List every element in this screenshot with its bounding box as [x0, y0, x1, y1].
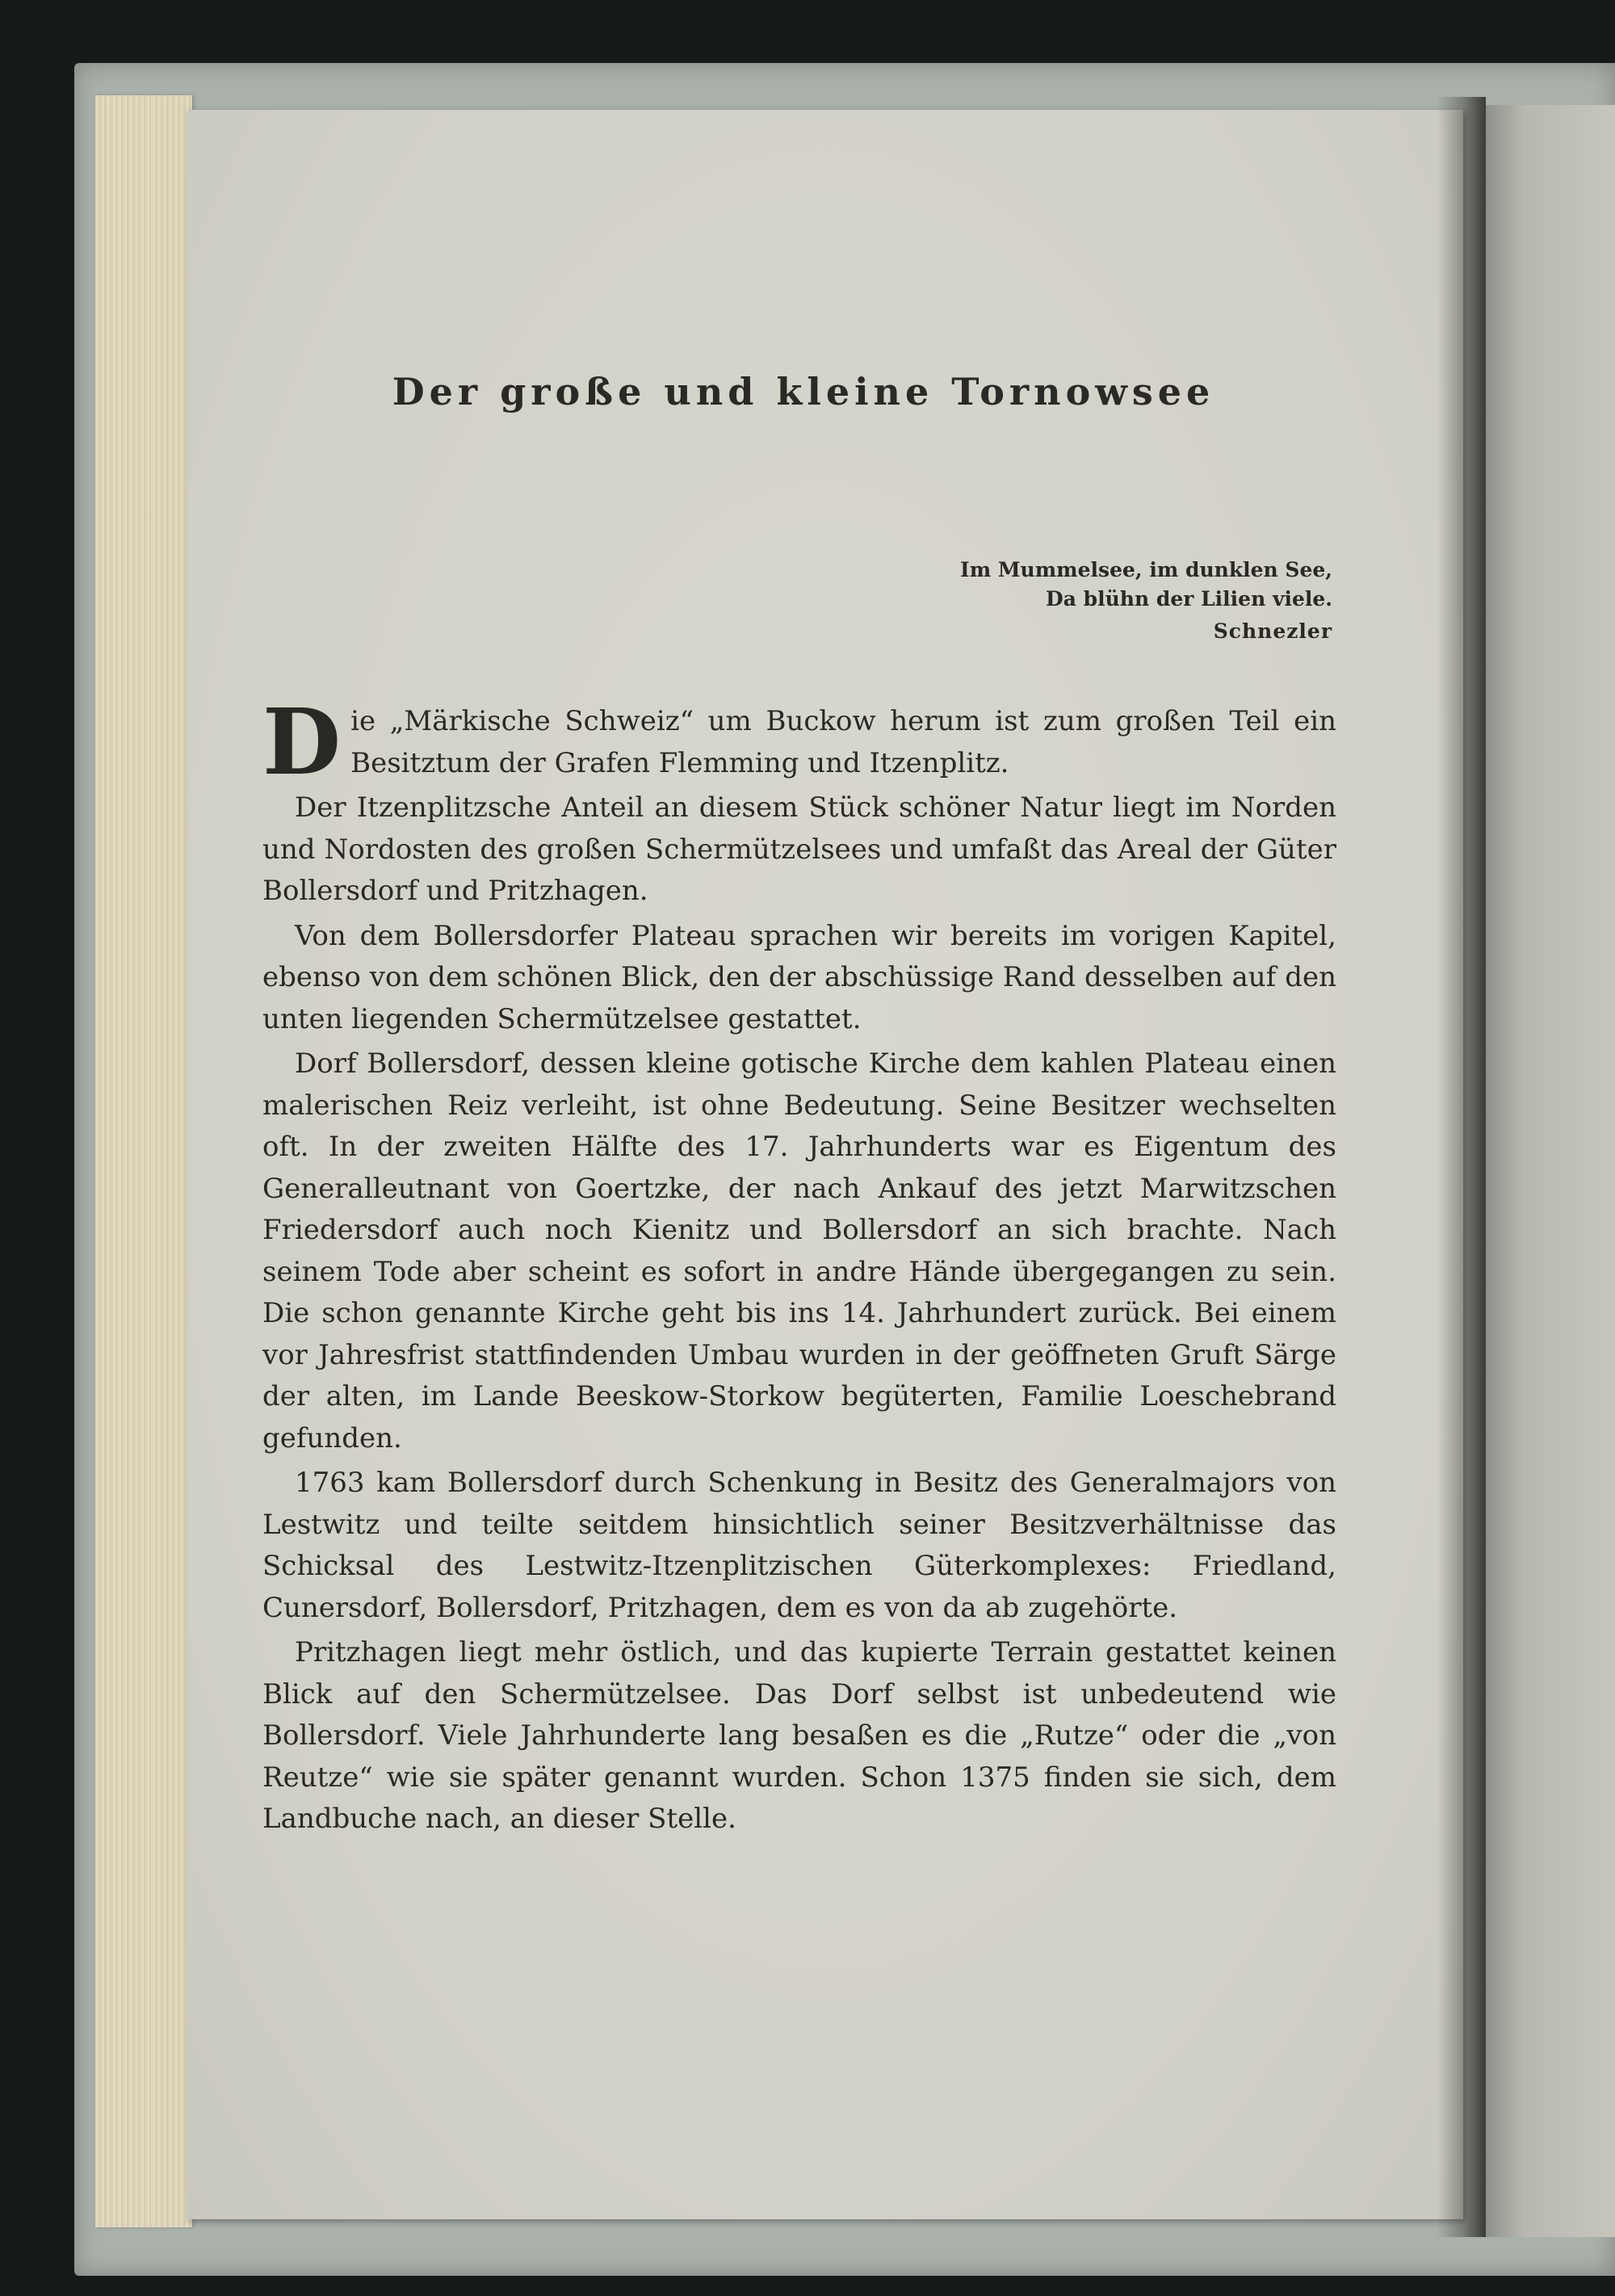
- chapter-title: Der große und kleine Tornowsee: [392, 370, 1215, 413]
- body-text: [262, 690, 1336, 1844]
- epigraph: [960, 556, 1332, 646]
- epigraph-author: Schnezler: [1213, 619, 1332, 643]
- paragraph: 1763 kam Bollersdorf durch Schenkung in Besitz des Generalmajors von Lestwitz und teilte seitdem hinsichtlich seiner Besitzverhältnisse das Schicksal des Lestwitz-Itzenplitzischen Güterkomplexes: Friedland, Cunersdorf, Bollersdorf, Pritzhagen, dem es von da ab zugehörte.: [262, 1467, 1336, 1624]
- paragraph: Von dem Bollersdorfer Plateau sprachen wir bereits im vorigen Kapitel, ebenso von dem schönen Blick, den der abschüssige Rand desselben auf den unten liegenden Schermützelsee gestattet.: [262, 919, 1336, 1035]
- next-page-edge: [1486, 105, 1615, 2237]
- epigraph-line: Im Mummelsee, im dunklen See,: [960, 558, 1332, 581]
- paragraph: [262, 690, 1336, 795]
- paragraph: Pritzhagen liegt mehr östlich, und das kupierte Terrain gestattet keinen Blick auf den Schermützelsee. Das Dorf selbst ist unbedeutend wie Bollersdorf. Viele Jahrhunderte lang besaßen es die „Rutze“ oder die „von Reutze“ wie sie später genannt wurden. Schon 1375 finden sie sich, dem Landbuche nach, an dieser Stelle.: [262, 1636, 1336, 1835]
- paragraph: Der Itzenplitzsche Anteil an diesem Stück schöner Natur liegt im Norden und Nordosten des großen Schermützelsees und umfaßt das Areal der Güter Bollersdorf und Pritzhagen.: [262, 791, 1336, 907]
- paragraph: Dorf Bollersdorf, dessen kleine gotische Kirche dem kahlen Plateau einen malerischen Reiz verleiht, ist ohne Bedeutung. Seine Besitzer wechselten oft. In der zweiten Hälfte des 17. Jahrhunderts war es Eigentum des Generalleutnant von Goertzke, der nach Ankauf des jetzt Marwitzschen Friedersdorf auch noch Kienitz und Bollersdorf an sich brachte. Nach seinem Tode aber scheint es sofort in andre Hände übergegangen zu sein. Die schon genannte Kirche geht bis ins 14. Jahrhundert zurück. Bei einem vor Jahresfrist stattfindenden Umbau wurden in der geöffneten Gruft Särge der alten, im Lande Beeskow-Storkow begüterten, Familie Loeschebrand gefunden.: [262, 1047, 1336, 1454]
- epigraph-line: Da blühn der Lilien viele.: [1046, 587, 1332, 611]
- drop-cap: D: [262, 690, 342, 795]
- book-gutter: [1437, 97, 1486, 2237]
- paragraph-text: ie „Märkische Schweiz“ um Buckow herum ist zum großen Teil ein Besitztum der Grafen Flemming und Itzenplitz.: [350, 705, 1336, 779]
- page-edges: [95, 95, 192, 2227]
- page-content: [262, 0, 1344, 2296]
